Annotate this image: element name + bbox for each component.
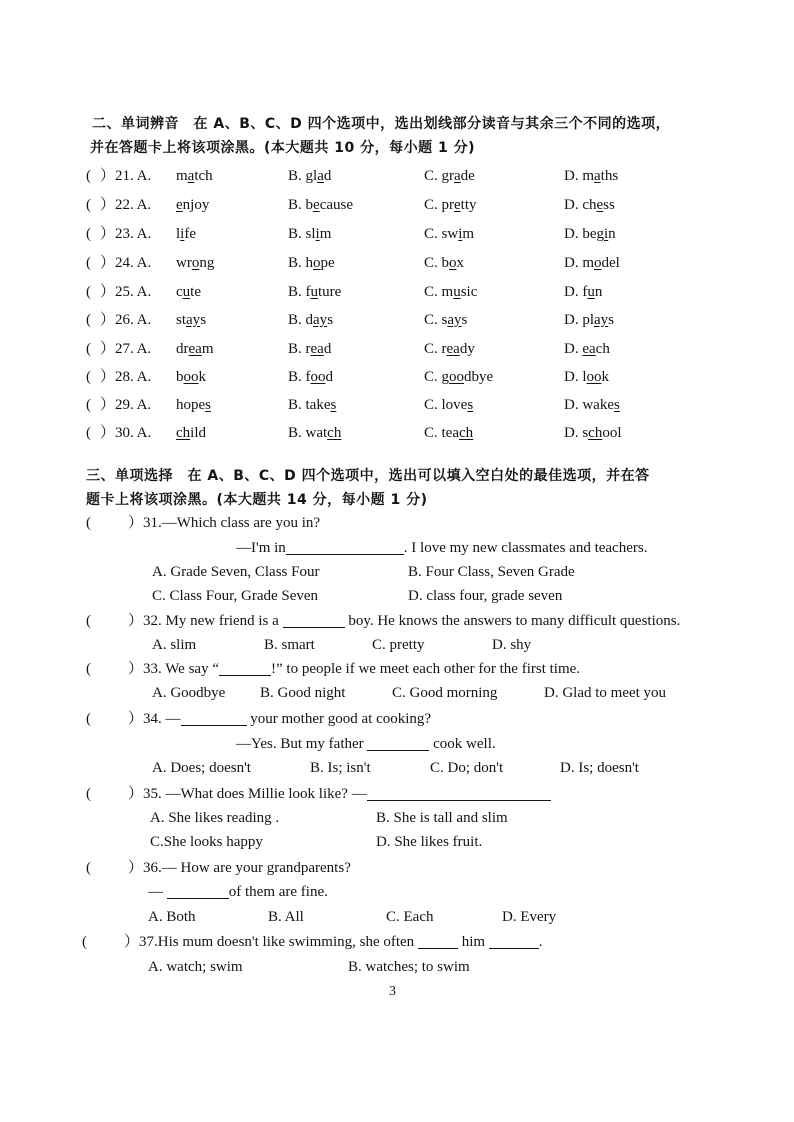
section3-title [86,464,726,512]
option-c [424,280,477,304]
answer-blank [167,882,229,899]
question-text: ）37.His mum doesn't like swimming, she often [124,934,415,950]
question-35-stem [86,782,766,806]
word-part: de [460,168,475,184]
option-c: C. Do; don't [430,760,504,776]
option-b [288,193,353,217]
option-d: D. Glad to meet you [544,685,667,701]
question-text: your mother good at cooking? [250,711,432,727]
answer-paren: ( [86,284,91,300]
question-text: ）31.—Which class are you in? [128,515,321,531]
option-a [176,393,211,417]
option-a: A. Both [148,909,196,925]
option-a: A. slim [152,637,197,653]
word-part: D. m [564,168,594,184]
answer-blank [283,611,345,628]
question-35-options-cd [86,830,766,854]
underlined-letters: ay [186,312,201,328]
option-b [288,308,333,332]
question-21 [86,164,766,188]
option-b [288,421,341,445]
word-part: B. b [288,197,314,213]
answer-paren: ( [86,369,91,385]
underlined-letters: a [317,168,324,184]
option-d: D. She likes fruit. [376,834,483,850]
option-d [564,308,614,332]
question-35-options-ab [86,806,766,830]
option-d [564,421,622,445]
word-part: sic [460,284,478,300]
question-number: ）22. A. [100,197,152,213]
question-text: ）36.— How are your grandparents? [128,860,351,876]
underlined-letters: ch [176,425,191,441]
question-text: ）35. —What does Millie look like? — [128,786,367,802]
option-b [288,393,336,417]
question-text: ）32. My new friend is a [128,613,279,629]
question-text: boy. He knows the answers to many difficult questions. [348,613,681,629]
option-c [424,308,467,332]
option-c [424,337,475,361]
answer-paren: ( [86,661,91,677]
question-number: ）29. A. [100,397,152,413]
word-part: B. sl [288,226,316,242]
word-part: B. d [288,312,314,328]
word-part: s [608,312,615,328]
word-part: B. f [288,284,311,300]
word-part: B. wat [288,425,328,441]
question-text: ）33. We say “ [128,661,219,677]
word-part: B. gl [288,168,318,184]
answer-paren: ( [86,397,91,413]
option-b: B. All [268,909,304,925]
word-part: wr [176,255,192,271]
page-number: 3 [389,984,396,999]
question-number: ）28. A. [100,369,152,385]
option-a [176,337,214,361]
option-a: A. Does; doesn't [152,760,251,776]
word-part: ild [190,425,207,441]
word-part: D. l [564,369,587,385]
word-part: D. m [564,255,594,271]
word-part: ch [595,341,610,357]
word-part: s [461,312,468,328]
underlined-letters: s [613,397,620,413]
word-part: hope [176,397,206,413]
question-number: ）21. A. [100,168,152,184]
word-part: del [601,255,620,271]
question-text: of them are fine. [228,884,328,900]
word-part: n [608,226,616,242]
section3-title-line2: 题卡上将该项涂黑。(本大题共 14 分，每小题 1 分) [86,492,428,508]
word-part: s [200,312,207,328]
option-c: C. pretty [372,637,425,653]
option-b: B. watches; to swim [348,959,470,975]
section3-title-line1: 三、单项选择 在 A、B、C、D 四个选项中，选出可以填入空白处的最佳选项，并在答 [86,468,650,484]
question-30 [86,421,766,445]
option-d: D. class four, grade seven [408,588,563,604]
underlined-letters: ea [446,341,460,357]
option-d [564,393,620,417]
underlined-letters: oo [310,369,326,385]
word-part: fe [184,226,196,242]
underlined-letters: o [594,255,602,271]
question-28 [86,365,766,389]
option-a: A. She likes reading . [150,810,280,826]
underlined-letters: ay [313,312,328,328]
word-part: cause [319,197,353,213]
option-c [424,164,475,188]
option-c [424,393,473,417]
question-text: him [461,934,486,950]
option-d: D. Every [502,909,557,925]
underlined-letters: a [454,168,461,184]
option-b [288,365,333,389]
word-part: m [176,168,188,184]
word-part: x [456,255,465,271]
question-number: ）27. A. [100,341,152,357]
question-37-options [86,955,766,979]
underlined-letters: ay [594,312,609,328]
option-b [288,280,341,304]
word-part: k [198,369,206,385]
option-d [564,251,620,275]
question-37-stem [82,930,762,954]
underlined-letters: u [310,284,318,300]
option-c [424,421,473,445]
underlined-letters: e [176,197,183,213]
question-34-options [86,756,766,780]
question-33-stem [86,657,766,681]
question-text: —Yes. But my father [236,736,364,752]
answer-paren: ( [86,860,91,876]
underlined-letters: i [604,226,609,242]
word-part: ths [600,168,619,184]
word-part: d [323,341,332,357]
option-d [564,193,615,217]
word-part: ss [603,197,615,213]
underlined-letters: i [315,226,320,242]
answer-paren: ( [86,197,91,213]
option-a [176,421,206,445]
underlined-letters: o [449,255,457,271]
word-part: D. beg [564,226,604,242]
option-c: C. Good morning [392,685,498,701]
question-33-options [86,681,766,705]
question-32-stem [86,609,766,633]
question-24 [86,251,766,275]
option-d: D. shy [492,637,532,653]
word-part: D. wake [564,397,614,413]
answer-paren: ( [82,934,87,950]
option-a [176,280,201,304]
word-part: dr [176,341,189,357]
option-c: C. Each [386,909,434,925]
option-c [424,193,477,217]
question-text: cook well. [433,736,496,752]
question-text: . I love my new classmates and teachers. [403,540,648,556]
option-b: B. smart [264,637,315,653]
word-part: dbye [464,369,494,385]
question-text: — [148,884,163,900]
word-part: C. m [424,284,454,300]
underlined-letters: oo [586,369,602,385]
answer-paren: ( [86,613,91,629]
underlined-letters: i [458,226,463,242]
section2-title-line2: 并在答题卡上将该项涂黑。(本大题共 10 分，每小题 1 分) [90,140,476,156]
answer-paren: ( [86,711,91,727]
underlined-letters: ch [588,425,603,441]
option-b [288,222,331,246]
question-text: !” to people if we meet each other for the first time. [271,661,581,677]
question-25 [86,280,766,304]
question-36-stem [86,856,766,880]
word-part: C. r [424,341,447,357]
option-a [176,308,206,332]
underlined-letters: ea [582,341,596,357]
word-part: D. s [564,425,589,441]
question-29 [86,393,766,417]
word-part: pe [320,255,335,271]
word-part: njoy [182,197,210,213]
answer-blank [367,734,429,751]
word-part: d [325,369,333,385]
word-part: d [323,168,332,184]
answer-blank [367,784,551,801]
option-c: C.She looks happy [150,834,263,850]
option-b: B. Four Class, Seven Grade [408,564,575,580]
option-b: B. Good night [260,685,346,701]
underlined-letters: s [467,397,474,413]
word-part: ture [318,284,342,300]
question-number: ）26. A. [100,312,152,328]
question-27 [86,337,766,361]
option-b: B. Is; isn't [310,760,371,776]
option-c: C. Class Four, Grade Seven [152,588,319,604]
question-text: . [538,934,543,950]
word-part: C. pr [424,197,454,213]
underlined-letters: ch [459,425,474,441]
question-34-stem [86,707,766,731]
question-26 [86,308,766,332]
question-31-stem [86,511,766,535]
option-a: A. watch; swim [148,959,243,975]
word-part: te [190,284,201,300]
word-part: B. f [288,369,311,385]
answer-blank [489,932,539,949]
underlined-letters: u [587,284,595,300]
word-part: D. [564,341,583,357]
underlined-letters: s [330,397,337,413]
question-36-options [86,905,766,929]
underlined-letters: e [596,197,604,213]
option-d [564,280,602,304]
option-b [288,337,331,361]
option-b [288,251,335,275]
answer-blank [286,538,404,555]
word-part: k [601,369,609,385]
underlined-letters: o [191,255,200,271]
question-36-line2 [86,880,766,904]
word-part: ool [602,425,622,441]
question-23 [86,222,766,246]
underlined-letters: u [453,284,461,300]
underlined-letters: oo [183,369,199,385]
option-a [176,251,214,275]
answer-blank [181,709,247,726]
option-a: A. Grade Seven, Class Four [152,564,320,580]
word-part: C. s [424,312,448,328]
question-31-options-ab [86,560,766,584]
question-number: ）30. A. [100,425,152,441]
question-number: ）23. A. [100,226,152,242]
answer-paren: ( [86,786,91,802]
question-number: ）25. A. [100,284,152,300]
word-part: m [462,226,475,242]
question-31-line2 [86,536,766,560]
option-a: A. Goodbye [152,685,226,701]
underlined-letters: e [454,197,461,213]
option-b [288,164,331,188]
option-d [564,222,616,246]
word-part: C. sw [424,226,459,242]
word-part: D. pl [564,312,594,328]
word-part: C. tea [424,425,459,441]
word-part: tch [194,168,213,184]
underlined-letters: oo [449,369,465,385]
word-part: C. love [424,397,468,413]
underlined-letters: e [313,197,320,213]
option-c [424,365,493,389]
question-22 [86,193,766,217]
question-34-line2 [86,732,766,756]
word-part: C. b [424,255,450,271]
underlined-letters: ay [447,312,462,328]
answer-paren: ( [86,312,91,328]
word-part: D. f [564,284,588,300]
word-part: ng [199,255,215,271]
underlined-letters: i [180,226,185,242]
underlined-letters: o [313,255,321,271]
option-d [564,337,610,361]
answer-paren: ( [86,168,91,184]
underlined-letters: s [205,397,212,413]
underlined-letters: ch [327,425,342,441]
word-part: B. h [288,255,314,271]
word-part: B. take [288,397,331,413]
word-part: tty [460,197,477,213]
question-32-options [86,633,766,657]
option-a [176,222,196,246]
section2-title-line1: 二、单词辨音 在 A、B、C、D 四个选项中，选出划线部分读音与其余三个不同的选项， [92,116,671,132]
word-part: B. r [288,341,311,357]
underlined-letters: a [594,168,601,184]
word-part: l [176,226,181,242]
word-part: dy [459,341,475,357]
question-text: —I'm in [236,540,286,556]
word-part: n [594,284,603,300]
underlined-letters: ea [310,341,324,357]
word-part: st [176,312,187,328]
answer-blank [418,932,458,949]
word-part: D. ch [564,197,597,213]
word-part: c [176,284,183,300]
question-31-options-cd [86,584,766,608]
option-d: D. Is; doesn't [560,760,639,776]
word-part: b [176,369,184,385]
option-b: B. She is tall and slim [376,810,508,826]
word-part: C. gr [424,168,454,184]
answer-paren: ( [86,341,91,357]
word-part: m [319,226,332,242]
question-number: ）24. A. [100,255,152,271]
option-a [176,164,213,188]
option-c [424,251,464,275]
word-part: m [201,341,214,357]
question-text: ）34. — [128,711,181,727]
underlined-letters: ea [188,341,202,357]
answer-paren: ( [86,255,91,271]
answer-blank [219,659,271,676]
underlined-letters: u [182,284,191,300]
answer-paren: ( [86,425,91,441]
word-part: s [327,312,334,328]
answer-paren: ( [86,226,91,242]
option-c [424,222,474,246]
underlined-letters: a [187,168,195,184]
option-a [176,365,206,389]
word-part: C. g [424,369,450,385]
option-d [564,164,618,188]
section2-title [92,112,732,160]
option-a [176,193,209,217]
option-d [564,365,609,389]
answer-paren: ( [86,515,91,531]
